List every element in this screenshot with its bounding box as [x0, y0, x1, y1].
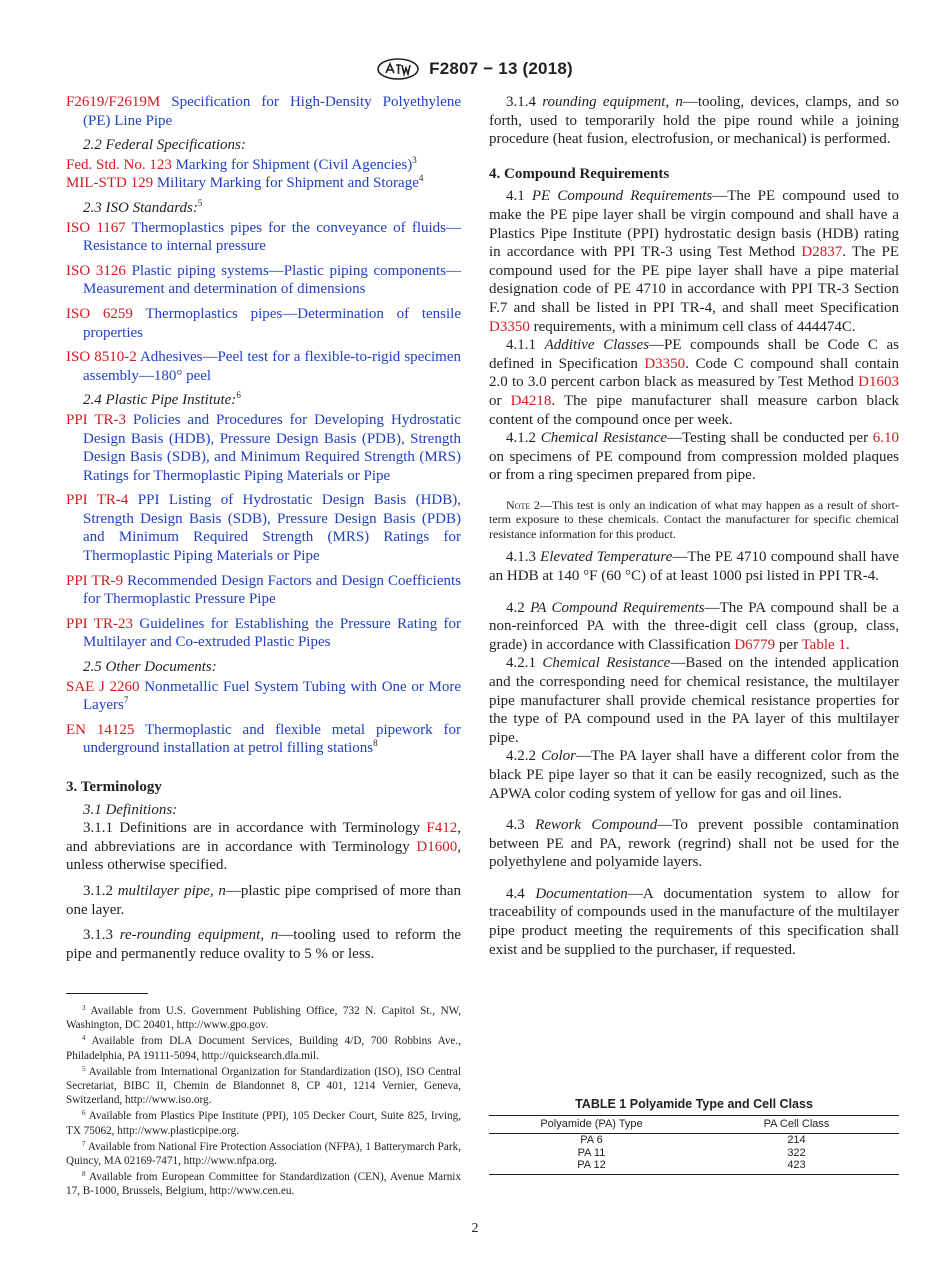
reference-code-link[interactable]: EN 14125 — [66, 721, 135, 738]
table-row — [489, 1134, 899, 1147]
standard-link[interactable]: D6779 — [734, 636, 776, 653]
reference-code-link[interactable]: F2619/F2619M — [66, 94, 161, 110]
section-4-2-2: 4.2.2 Color—The PA layer shall have a different color from the black PE pipe layer so that it can be easily recognized, such as the APWA color coding system of yellow for gas and oil lines. — [489, 748, 900, 802]
section-3-1: 3.1 Definitions: — [83, 801, 178, 818]
reference-code-link[interactable]: ISO 8510-2 — [66, 349, 137, 366]
standard-link[interactable]: D4218 — [510, 392, 552, 409]
table-header-cell: Polyamide (PA) Type — [489, 1116, 694, 1134]
table-cell: 214 — [787, 1134, 806, 1146]
footnote-divider — [66, 993, 148, 994]
table-cell: 423 — [694, 1159, 899, 1174]
section-3-1-4: 3.1.4 rounding equipment, n—tooling, devices, clamps, and so forth, used to temporarily hold the pipe round while a joining procedure (heat fusion, electrofusion, or mechanical) is performed. — [489, 94, 899, 148]
reference-title-link[interactable]: Recommended Design Factors and Design Coefficients for Thermoplastic Pressure Pipe — [83, 572, 461, 608]
reference-mil-std: MIL-STD 129 Military Marking for Shipment and Storage$^4$ — [66, 173, 424, 192]
reference-title-link[interactable]: Policies and Procedures for Developing Hydrostatic Design Basis (HDB), Pressure Design Basis (PDB), Strength Design Basis (SDB), and Minimum Required Strength (MRS) Ratings for Thermoplastic Piping Materials or Pipe — [83, 411, 461, 484]
page-header — [0, 58, 950, 80]
section-2-2-heading: 2.2 Federal Specifications: — [83, 137, 246, 154]
reference-ppi-tr9 — [66, 572, 461, 609]
section-4-3: 4.3 Rework Compound—To prevent possible contamination between PE and PA, rework (regrind) shall not be used for the polyethylene and polyamide layers. — [489, 817, 899, 871]
section-4-2: 4.2 PA Compound Requirements—The PA compound shall be a non-reinforced PA with the three-digit cell class (group, class, grade) in accordance with Classification D6779 per Table 1. — [489, 599, 899, 653]
section-4-4: 4.4 Documentation—A documentation system to allow for traceability of compounds used in the manufacture of the multilayer pipe product meeting the requirements of this specification shall exist and be supplied to the purchaser, if requested. — [489, 885, 899, 958]
reference-iso-6259 — [66, 305, 461, 342]
table-header-row — [489, 1116, 899, 1134]
table-1 — [489, 1097, 899, 1175]
cell-class-table — [489, 1115, 899, 1175]
reference-code-link[interactable]: PPI TR-4 — [66, 492, 129, 509]
reference-f2619 — [66, 93, 461, 130]
footnotes — [66, 1004, 461, 1201]
table-row — [489, 1147, 899, 1160]
reference-code-link[interactable]: ISO 1167 — [66, 219, 126, 236]
reference-title-link[interactable]: Plastic piping systems—Plastic piping components—Measurement and determination of dimensions — [83, 262, 462, 298]
standard-link[interactable]: F412 — [426, 820, 458, 837]
reference-title-link[interactable]: Guidelines for Establishing the Pressure Rating for Multilayer and Co-extruded Plastic Pipes — [83, 615, 462, 651]
reference-code-link[interactable]: PPI TR-23 — [66, 615, 133, 632]
reference-code-link[interactable]: SAE J 2260 — [66, 678, 140, 695]
table-cell: 322 — [787, 1146, 806, 1159]
table-title: TABLE 1 Polyamide Type and Cell Class — [575, 1097, 813, 1111]
standard-link[interactable]: D1603 — [858, 374, 899, 391]
reference-ppi-tr23 — [66, 615, 461, 652]
footnote-7: $^7$ Available from National Fire Protection Association (NFPA), 1 Batterymarch Park, Quincy, MA 02169-7471, http://www.nfpa.org. — [66, 1139, 461, 1168]
reference-iso-1167 — [66, 219, 461, 256]
section-link[interactable]: 6.10 — [872, 430, 900, 447]
footnote-3: $^3$ Available from U.S. Government Publishing Office, 732 N. Capitol St., NW, Washington, DC 20401, http://www.gpo.gov. — [66, 1004, 461, 1032]
section-4-heading: 4. Compound Requirements — [489, 165, 670, 182]
section-3-1-1: 3.1.1 Definitions are in accordance with Terminology F412, and abbreviations are in accordance with Terminology D1600, unless otherwise specified. — [66, 820, 461, 874]
section-4-1-1: 4.1.1 Additive Classes—PE compounds shall be Code C as defined in Specification D3350. Code C compound shall contain 2.0 to 3.0 percent carbon black as measured by Test Method D1603 or D4218. The pipe manufacturer shall measure carbon black content of the compound once per week. — [489, 337, 899, 428]
page-number: 2 — [471, 1221, 479, 1236]
section-2-3-heading: 2.3 ISO Standards:$^5$ — [83, 197, 203, 216]
reference-en-14125: EN 14125 Thermoplastic and flexible metal pipework for underground installation at petrol filling stations$^8$ — [66, 721, 462, 757]
standard-link[interactable]: D1600 — [416, 838, 458, 855]
table-cell: PA 12 — [489, 1159, 694, 1174]
standard-link[interactable]: D3350 — [489, 318, 530, 335]
section-4-1: 4.1 PE Compound Requirements—The PE compound used to make the PE pipe layer shall be virgin compound and shall have a Plastics Pipe Institute (PPI) hydrostatic design basis (HDB) rating in accordance with PPI TR-3 using Test Method D2837. The PE compound used for the PE pipe layer shall have a pipe material designation code of PE 4710 in accordance with PPI TR-3 Section F.7 and shall be listed in PPI TR-4, and shall meet Specification D3350 requirements, with a minimum cell class of 444474C. — [489, 188, 899, 335]
reference-title-link[interactable]: Marking for Shipment (Civil Agencies) — [175, 156, 413, 173]
left-column — [66, 93, 461, 963]
reference-title-link[interactable]: PPI Listing of Hydrostatic Design Basis (HDB), Strength Design Basis (SDB), Pressure Design Basis (PDB) and Minimum Required Strength (MRS) Ratings for Thermoplastic Piping Materials or Pipe — [83, 492, 461, 565]
standard-link[interactable]: D3350 — [644, 355, 686, 372]
reference-code-link[interactable]: PPI TR-9 — [66, 572, 124, 589]
note-2: Note 2—This test is only an indication of what may happen as a result of short-term exposure to these chemicals. Contact the manufacturer for specific chemical resistance information for this product. — [489, 497, 899, 541]
reference-iso-3126 — [66, 262, 461, 299]
section-4-2-1: 4.2.1 Chemical Resistance—Based on the intended application and the corresponding need for chemical resistance, the multilayer pipe manufacturer shall provide chemical resistance properties for the type of PA compound used in the PA layer of this multilayer pipe. — [489, 655, 900, 746]
reference-title-link[interactable]: Nonmetallic Fuel System Tubing with One or More Layers — [83, 678, 461, 714]
section-4-1-2: 4.1.2 Chemical Resistance—Testing shall be conducted per 6.10 on specimens of PE compound from compression molded plaques or from a ring specimen prepared from pipe. — [489, 430, 900, 484]
table-cell: PA 11 — [577, 1146, 606, 1159]
section-2-5-heading: 2.5 Other Documents: — [83, 659, 217, 676]
reference-ppi-tr4 — [66, 491, 461, 565]
reference-title-link[interactable]: Specification for High-Density Polyethylene (PE) Line Pipe — [83, 94, 461, 129]
footnote-6: $^6$ Available from Plastics Pipe Institute (PPI), 105 Decker Court, Suite 825, Irving, TX 75062, http://www.plasticpipe.org. — [66, 1109, 461, 1137]
reference-code-link[interactable]: Fed. Std. No. 123 — [66, 156, 172, 173]
reference-title-link[interactable]: Military Marking for Shipment and Storage — [156, 175, 419, 192]
footnote-5: $^5$ Available from International Organization for Standardization (ISO), ISO Central Secretariat, BIBC II, Chemin de Blandonnet 8, CP 401, 1214 Vernier, Geneva, Switzerland, http://www.iso.org. — [66, 1064, 461, 1107]
section-3-heading: 3. Terminology — [66, 779, 162, 795]
footnote-4: $^4$ Available from DLA Document Services, Building 4/D, 700 Robbins Ave., Philadelphia, PA 19111-5094, http://quicksearch.dla.mil. — [66, 1034, 461, 1062]
reference-code-link[interactable]: MIL-STD 129 — [66, 175, 154, 192]
table-row — [489, 1159, 899, 1174]
reference-title-link[interactable]: Adhesives—Peel test for a flexible-to-rigid specimen assembly—180° peel — [83, 349, 461, 384]
table-header-cell: PA Cell Class — [694, 1116, 899, 1134]
section-3-1-3: 3.1.3 re-rounding equipment, n—tooling used to reform the pipe and permanently reduce ovality to 5 % or less. — [66, 927, 461, 962]
standard-link[interactable]: D2837 — [801, 244, 843, 261]
section-3-1-2: 3.1.2 multilayer pipe, n—plastic pipe comprised of more than one layer. — [66, 882, 462, 918]
section-4-1-3: 4.1.3 Elevated Temperature—The PE 4710 compound shall have an HDB at 140 °F (60 °C) of at least 1000 psi listed in PPI TR-4. — [489, 549, 900, 584]
reference-title-link[interactable]: Thermoplastics pipes for the conveyance of fluids—Resistance to internal pressure — [83, 219, 462, 255]
reference-fed-std: Fed. Std. No. 123 Marking for Shipment (Civil Agencies)$^3$ — [66, 154, 417, 173]
section-2-4-heading: 2.4 Plastic Pipe Institute:$^6$ — [83, 390, 241, 409]
reference-code-link[interactable]: ISO 3126 — [66, 262, 126, 279]
reference-title-link[interactable]: Thermoplastics pipes—Determination of tensile properties — [83, 305, 461, 341]
document-designation: F2807 − 13 (2018) — [429, 59, 573, 78]
reference-sae-j2260: SAE J 2260 Nonmetallic Fuel System Tubing with One or More Layers$^7$ — [66, 678, 461, 714]
table-link[interactable]: Table 1 — [801, 636, 846, 653]
footnote-8: $^8$ Available from European Committee for Standardization (CEN), Avenue Marnix 17, B-1000, Brussels, Belgium, http://www.cen.eu. — [66, 1170, 462, 1198]
reference-ppi-tr3 — [66, 411, 461, 485]
reference-code-link[interactable]: PPI TR-3 — [66, 411, 127, 428]
reference-code-link[interactable]: ISO 6259 — [66, 305, 133, 322]
right-column — [489, 93, 899, 959]
reference-iso-8510 — [66, 348, 461, 385]
astm-logo-icon — [377, 58, 419, 80]
table-cell: PA 6 — [580, 1134, 603, 1146]
reference-title-link[interactable]: Thermoplastic and flexible metal pipework for underground installation at petrol filling stations — [83, 721, 462, 757]
